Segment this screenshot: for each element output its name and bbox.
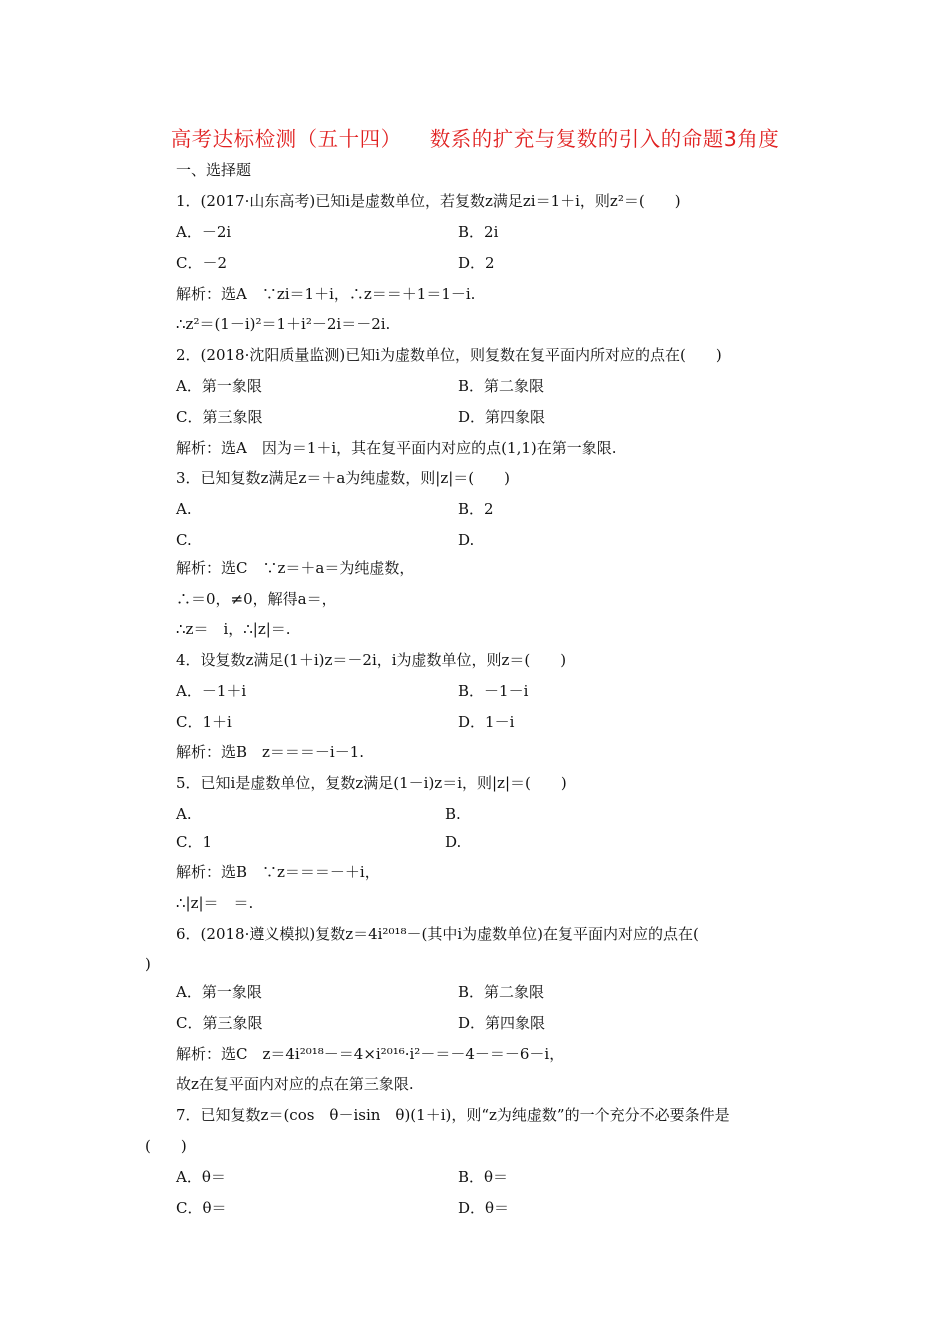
question-4-stem: 4．设复数z满足(1＋i)z＝－2i，i为虚数单位，则z＝( ) [176, 651, 567, 669]
question-6-option-b: B．第二象限 [458, 983, 545, 1001]
question-1-option-b: B．2i [458, 223, 499, 241]
question-2-option-d: D．第四象限 [458, 408, 546, 426]
question-4-option-d: D．1－i [458, 713, 515, 731]
question-4-option-b: B．－1－i [458, 682, 529, 700]
question-6-option-d: D．第四象限 [458, 1014, 546, 1032]
question-6-option-c: C．第三象限 [176, 1014, 263, 1032]
question-2-option-c: C．第三象限 [176, 408, 263, 426]
question-6-solution: 解析：选C z＝4i²⁰¹⁸－＝4×i²⁰¹⁶·i²－＝－4－＝－6－i， [176, 1045, 565, 1063]
question-5-solution: 解析：选B ∵z＝＝＝－＋i， [176, 863, 380, 881]
question-7-option-d: D．θ＝ [458, 1199, 510, 1217]
question-3-option-d: D. [458, 531, 475, 549]
question-3-solution: 解析：选C ∵z＝＋a＝为纯虚数， [176, 559, 415, 577]
question-3-option-c: C. [176, 531, 192, 549]
question-2-stem: 2．(2018·沈阳质量监测)已知i为虚数单位，则复数在复平面内所对应的点在( ) [176, 346, 722, 364]
question-1-stem: 1．(2017·山东高考)已知i是虚数单位，若复数z满足zi＝1＋i，则z²＝( ) [176, 192, 681, 210]
page-title: 高考达标检测（五十四） 数系的扩充与复数的引入的命题3角度 [170, 127, 780, 151]
question-5-option-b: B. [445, 805, 461, 823]
question-1-option-a: A．－2i [176, 223, 232, 241]
question-3-solution-line2: ∴＝0，≠0，解得a＝， [176, 590, 337, 608]
question-1-solution: 解析：选A ∵zi＝1＋i，∴z＝＝＋1＝1－i. [176, 285, 476, 303]
question-7-stem-continued: ( ) [145, 1137, 187, 1155]
question-1-option-c: C．－2 [176, 254, 228, 272]
question-3-stem: 3．已知复数z满足z＝＋a为纯虚数，则|z|＝( ) [176, 469, 511, 487]
question-5-option-c: C．1 [176, 833, 213, 851]
question-5-stem: 5．已知i是虚数单位，复数z满足(1－i)z＝i，则|z|＝( ) [176, 774, 567, 792]
section-heading: 一、选择题 [176, 161, 252, 179]
question-3-option-b: B．2 [458, 500, 494, 518]
question-7-option-a: A．θ＝ [176, 1168, 226, 1186]
question-4-option-a: A．－1＋i [176, 682, 247, 700]
question-4-solution: 解析：选B z＝＝＝－i－1. [176, 743, 365, 761]
question-7-stem: 7．已知复数z＝(cos θ－isin θ)(1＋i)，则“z为纯虚数”的一个充分不必要条件是 [176, 1106, 730, 1124]
question-5-option-a: A. [176, 805, 192, 823]
question-4-option-c: C．1＋i [176, 713, 232, 731]
question-3-option-a: A. [176, 500, 192, 518]
question-5-solution-line2: ∴|z|＝ ＝. [176, 894, 254, 912]
question-6-stem: 6．(2018·遵义模拟)复数z＝4i²⁰¹⁸－(其中i为虚数单位)在复平面内对应的点在( [176, 925, 699, 943]
question-6-option-a: A．第一象限 [176, 983, 262, 1001]
question-5-option-d: D. [445, 833, 462, 851]
question-1-option-d: D．2 [458, 254, 495, 272]
question-6-stem-continued: ) [145, 955, 151, 973]
question-2-option-a: A．第一象限 [176, 377, 262, 395]
question-2-option-b: B．第二象限 [458, 377, 545, 395]
question-3-solution-line3: ∴z＝ i，∴|z|＝. [176, 620, 291, 638]
question-6-solution-line2: 故z在复平面内对应的点在第三象限. [176, 1075, 414, 1093]
question-1-solution-line2: ∴z²＝(1－i)²＝1＋i²－2i＝－2i. [176, 315, 391, 333]
question-2-solution: 解析：选A 因为＝1＋i，其在复平面内对应的点(1,1)在第一象限. [176, 439, 617, 457]
question-7-option-c: C．θ＝ [176, 1199, 227, 1217]
question-7-option-b: B．θ＝ [458, 1168, 509, 1186]
